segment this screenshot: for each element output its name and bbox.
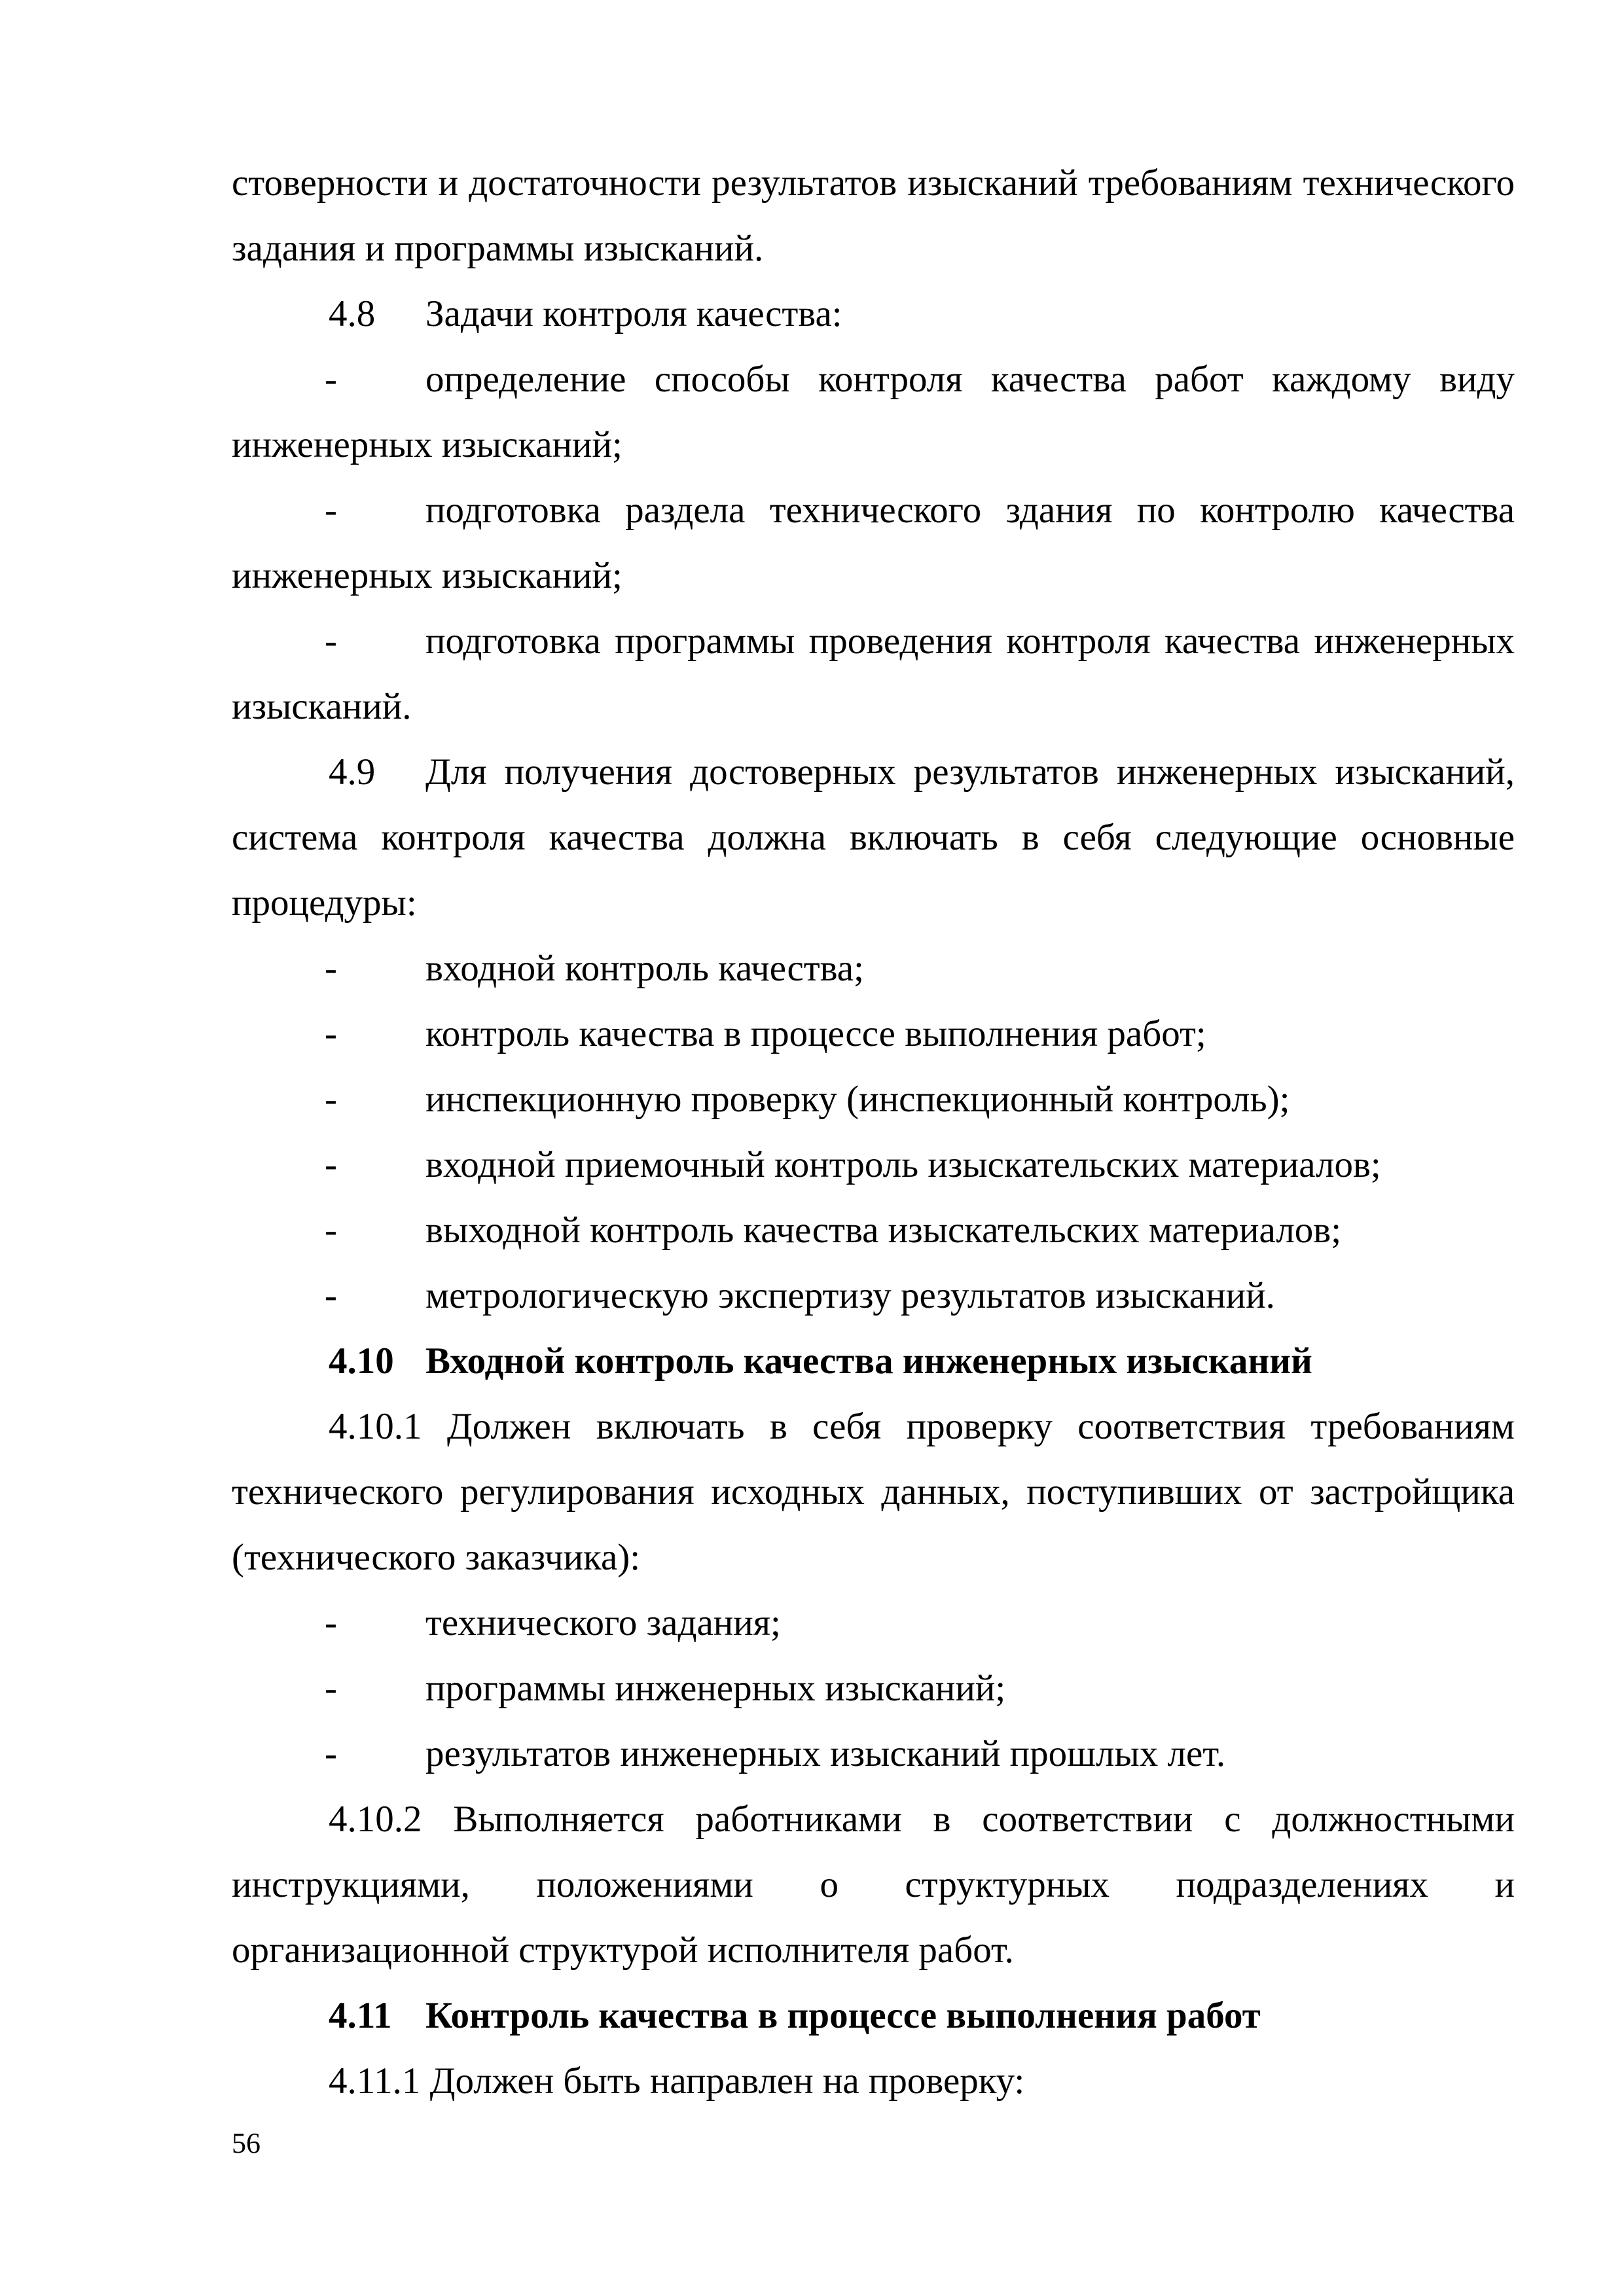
heading-number: 4.10 [329,1340,394,1382]
section-text: Задачи контроля качества: [425,293,842,334]
section-text: Для получения достоверных результатов инженерных изысканий, система контроля качества должна включать в себя следующие основные процедуры: [232,751,1515,924]
section-4-10-2: 4.10.2 Выполняется работниками в соответствии с должностными инструкциями, положениями о структурных подразделениях и организационной структурой исполнителя работ. [232,1799,1515,1971]
list-item-text: метрологическую экспертизу результатов изысканий. [425,1275,1275,1316]
heading-text: Входной контроль качества инженерных изысканий [425,1340,1312,1382]
list-item [232,609,1515,740]
list-item [232,1132,1515,1198]
list-item [232,1590,1515,1656]
dash-marker: - [325,1668,337,1709]
list-item [232,1656,1515,1721]
section-number: 4.9 [329,751,376,793]
list-item [232,1198,1515,1263]
list-item-text: инспекционную проверку (инспекционный контроль); [425,1079,1290,1120]
list-item [232,347,1515,478]
page-body [232,151,1515,2114]
heading-text: Контроль качества в процессе выполнения работ [425,1995,1261,2036]
dash-marker: - [325,1275,337,1316]
section-4-9 [232,740,1515,936]
section-4-8 [232,281,1515,347]
dash-marker: - [325,948,337,989]
list-item [232,478,1515,609]
continuation-paragraph: стоверности и достаточности результатов изысканий требованиям технического задания и программы изысканий. [232,162,1515,269]
dash-marker: - [325,1733,337,1774]
section-4-10-1: 4.10.1 Должен включать в себя проверку соответствия требованиям технического регулирования исходных данных, поступивших от застройщика (технического заказчика): [232,1406,1515,1578]
list-item [232,1067,1515,1132]
list-item-text: определение способы контроля качества работ каждому виду инженерных изысканий; [232,359,1515,465]
dash-marker: - [325,620,337,662]
list-item-text: входной контроль качества; [425,948,864,989]
list-item-text: входной приемочный контроль изыскательских материалов; [425,1144,1381,1185]
list-item-text: результатов инженерных изысканий прошлых лет. [425,1733,1226,1774]
list-item-text: подготовка раздела технического здания по контролю качества инженерных изысканий; [232,490,1515,596]
list-item [232,1001,1515,1067]
dash-marker: - [325,490,337,531]
list-item [232,1721,1515,1787]
dash-marker: - [325,359,337,400]
dash-marker: - [325,1013,337,1054]
list-item-text: контроль качества в процессе выполнения работ; [425,1013,1206,1054]
dash-marker: - [325,1602,337,1643]
list-item-text: подготовка программы проведения контроля качества инженерных изысканий. [232,620,1515,727]
list-item [232,1263,1515,1329]
dash-marker: - [325,1144,337,1185]
dash-marker: - [325,1210,337,1251]
list-item-text: выходной контроль качества изыскательских материалов; [425,1210,1342,1251]
section-number: 4.8 [329,293,376,334]
page-number: 56 [232,2127,261,2159]
list-item-text: технического задания; [425,1602,781,1643]
heading-number: 4.11 [329,1995,392,2036]
section-4-11-1: 4.11.1 Должен быть направлен на проверку: [329,2060,1025,2102]
list-item [232,936,1515,1001]
dash-marker: - [325,1079,337,1120]
heading-4-10 [232,1329,1515,1394]
list-item-text: программы инженерных изысканий; [425,1668,1006,1709]
heading-4-11 [232,1983,1515,2049]
